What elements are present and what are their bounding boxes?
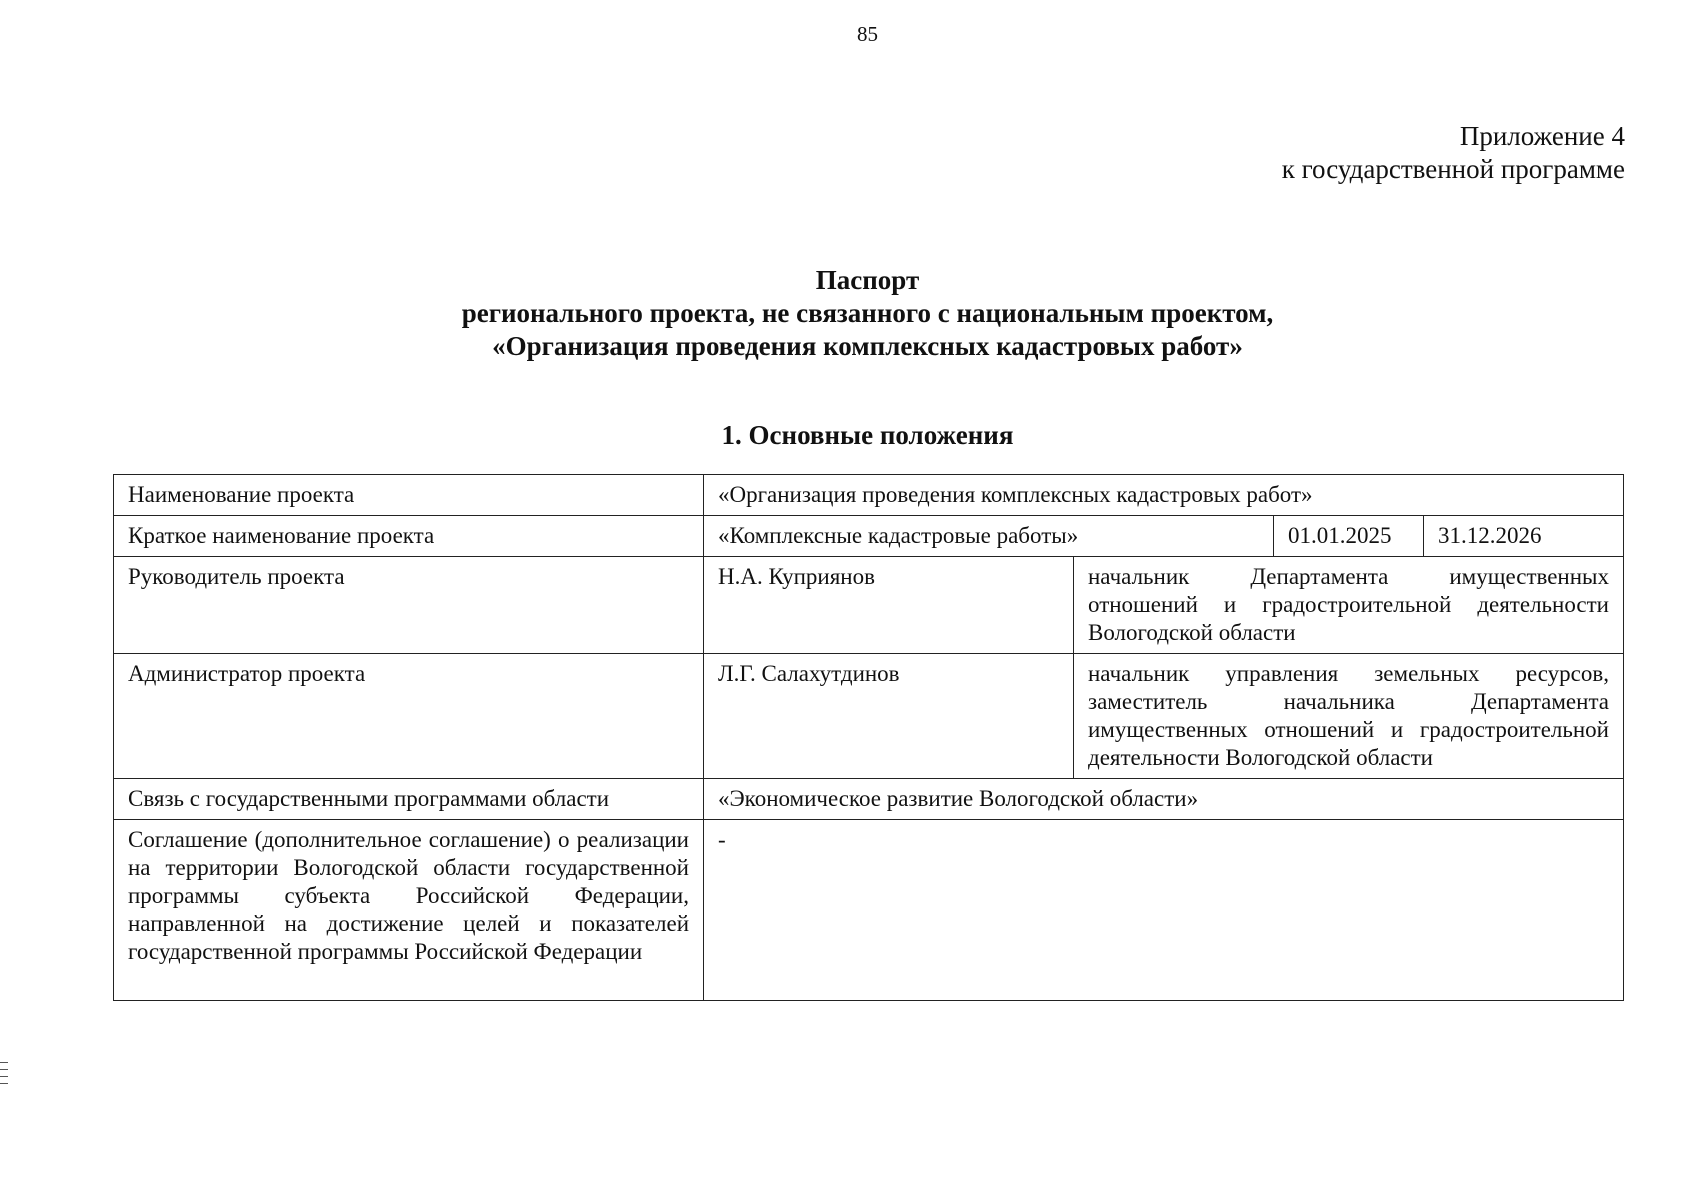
leader-name: Н.А. Куприянов	[704, 557, 1074, 654]
title-line-2: регионального проекта, не связанного с национальным проектом,	[461, 298, 1274, 328]
appendix-line-1: Приложение 4	[1459, 121, 1625, 151]
start-date: 01.01.2025	[1274, 516, 1424, 557]
appendix-header	[1282, 120, 1625, 186]
scan-edge-marks	[0, 1062, 8, 1090]
section-heading: 1. Основные положения	[721, 420, 1014, 450]
page-number: 85	[857, 22, 878, 46]
administrator-name: Л.Г. Салахутдинов	[704, 654, 1074, 779]
appendix-line-2: к государственной программе	[1281, 154, 1625, 184]
table-row-project-name	[114, 475, 1624, 516]
project-name-label: Наименование проекта	[114, 475, 704, 516]
short-name-label: Краткое наименование проекта	[114, 516, 704, 557]
table-row-programs-link	[114, 779, 1624, 820]
passport-table	[113, 474, 1624, 1001]
title-line-1: Паспорт	[815, 265, 920, 295]
leader-position: начальник Департамента имущественных отношений и градостроительной деятельности Вологодской области	[1074, 557, 1624, 654]
table-row-leader	[114, 557, 1624, 654]
programs-link-value: «Экономическое развитие Вологодской области»	[704, 779, 1624, 820]
agreement-value: -	[704, 820, 1624, 1001]
end-date: 31.12.2026	[1424, 516, 1624, 557]
agreement-label: Соглашение (дополнительное соглашение) о реализации на территории Вологодской области государственной программы субъекта Российской Федерации, направленной на достижение целей и показателей государственной программы Российской Федерации	[114, 820, 704, 1001]
administrator-label: Администратор проекта	[114, 654, 704, 779]
project-name-value: «Организация проведения комплексных кадастровых работ»	[704, 475, 1624, 516]
document-title	[0, 264, 1697, 363]
short-name-value: «Комплексные кадастровые работы»	[704, 516, 1274, 557]
table-row-short-name	[114, 516, 1624, 557]
leader-label: Руководитель проекта	[114, 557, 704, 654]
table-row-agreement	[114, 820, 1624, 1001]
table-row-administrator	[114, 654, 1624, 779]
administrator-position: начальник управления земельных ресурсов, заместитель начальника Департамента имущественных отношений и градостроительной деятельности Вологодской области	[1074, 654, 1624, 779]
programs-link-label: Связь с государственными программами области	[114, 779, 704, 820]
title-line-3: «Организация проведения комплексных кадастровых работ»	[492, 331, 1243, 361]
